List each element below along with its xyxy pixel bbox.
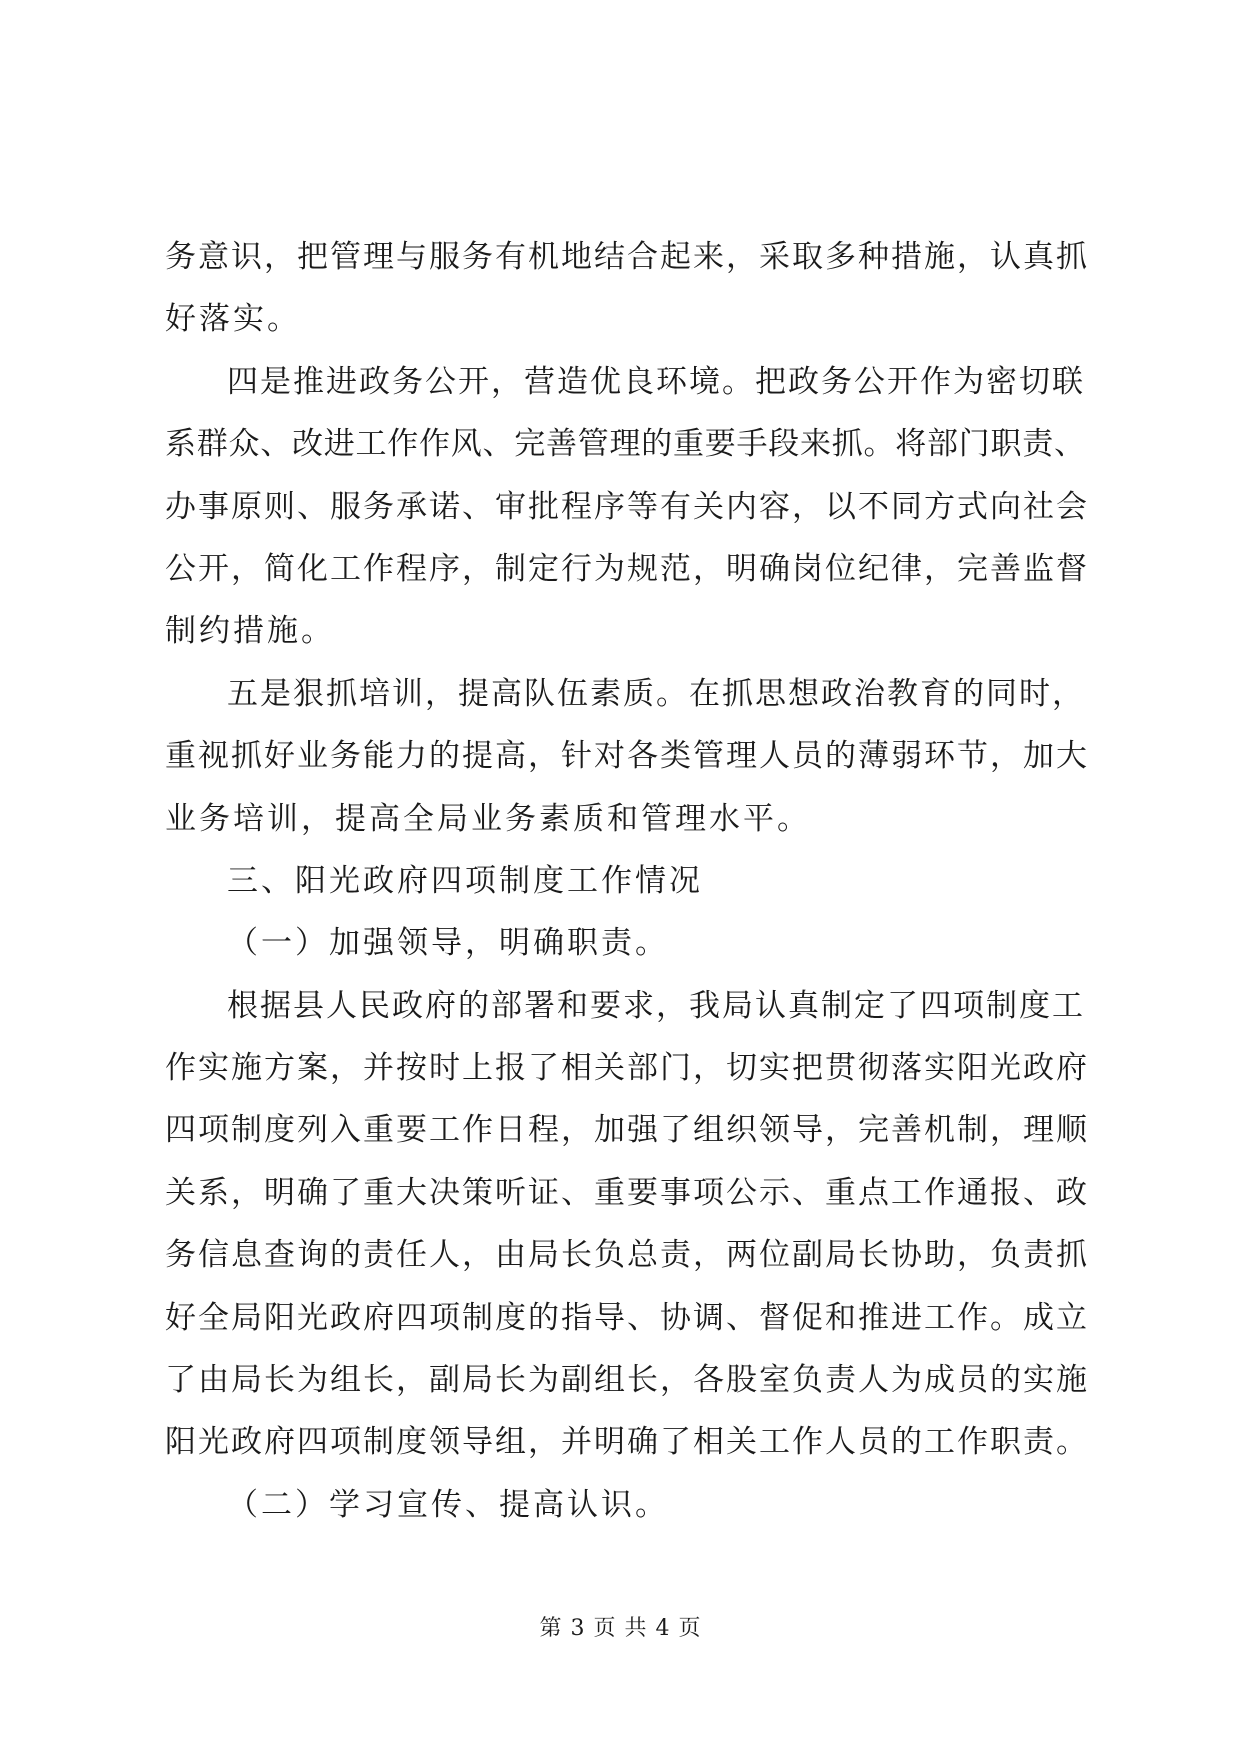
text-line: 根据县人民政府的部署和要求，我局认真制定了四项制度工 bbox=[227, 987, 1085, 1024]
text-line: 制约措施。 bbox=[165, 613, 335, 650]
section-heading-three bbox=[165, 850, 1089, 912]
paragraph-item-five bbox=[165, 663, 1089, 850]
text-line: 关系，明确了重大决策听证、重要事项公示、重点工作通报、政 bbox=[165, 1174, 1089, 1211]
text-line: 好落实。 bbox=[165, 301, 301, 338]
text-line: 四是推进政务公开，营造优良环境。把政务公开作为密切联 bbox=[227, 363, 1085, 400]
text-line: （一）加强领导，明确职责。 bbox=[227, 925, 669, 962]
text-line: 阳光政府四项制度领导组，并明确了相关工作人员的工作职责。 bbox=[165, 1424, 1089, 1461]
text-line: 了由局长为组长，副局长为副组长，各股室负责人为成员的实施 bbox=[165, 1362, 1089, 1399]
text-line: 务信息查询的责任人，由局长负总责，两位副局长协助，负责抓 bbox=[165, 1237, 1089, 1274]
text-line: 作实施方案，并按时上报了相关部门，切实把贯彻落实阳光政府 bbox=[165, 1050, 1089, 1087]
text-line: 办事原则、服务承诺、审批程序等有关内容，以不同方式向社会 bbox=[165, 488, 1089, 525]
text-line: 三、阳光政府四项制度工作情况 bbox=[227, 862, 703, 899]
page-number-footer: 第 3 页 共 4 页 bbox=[539, 1616, 702, 1641]
text-line: 公开，简化工作程序，制定行为规范，明确岗位纪律，完善监督 bbox=[165, 550, 1089, 587]
paragraph-item-four bbox=[165, 351, 1089, 663]
text-line: 务意识，把管理与服务有机地结合起来，采取多种措施，认真抓 bbox=[165, 239, 1089, 275]
text-line: 四项制度列入重要工作日程，加强了组织领导，完善机制，理顺 bbox=[165, 1112, 1089, 1149]
text-line: （二）学习宣传、提高认识。 bbox=[227, 1486, 669, 1523]
text-line: 重视抓好业务能力的提高，针对各类管理人员的薄弱环节，加大 bbox=[165, 738, 1089, 775]
text-line: 好全局阳光政府四项制度的指导、协调、督促和推进工作。成立 bbox=[165, 1299, 1089, 1336]
text-line: 业务培训，提高全局业务素质和管理水平。 bbox=[165, 800, 811, 837]
paragraph-leadership bbox=[165, 975, 1089, 1474]
text-line: 五是狠抓培训，提高队伍素质。在抓思想政治教育的同时， bbox=[227, 675, 1085, 712]
paragraph-continuation bbox=[165, 226, 1089, 351]
subheading-two bbox=[165, 1474, 1089, 1536]
text-line: 系群众、改进工作作风、完善管理的重要手段来抓。将部门职责、 bbox=[165, 426, 1086, 463]
document-body bbox=[165, 226, 1089, 1536]
subheading-one bbox=[165, 912, 1089, 974]
